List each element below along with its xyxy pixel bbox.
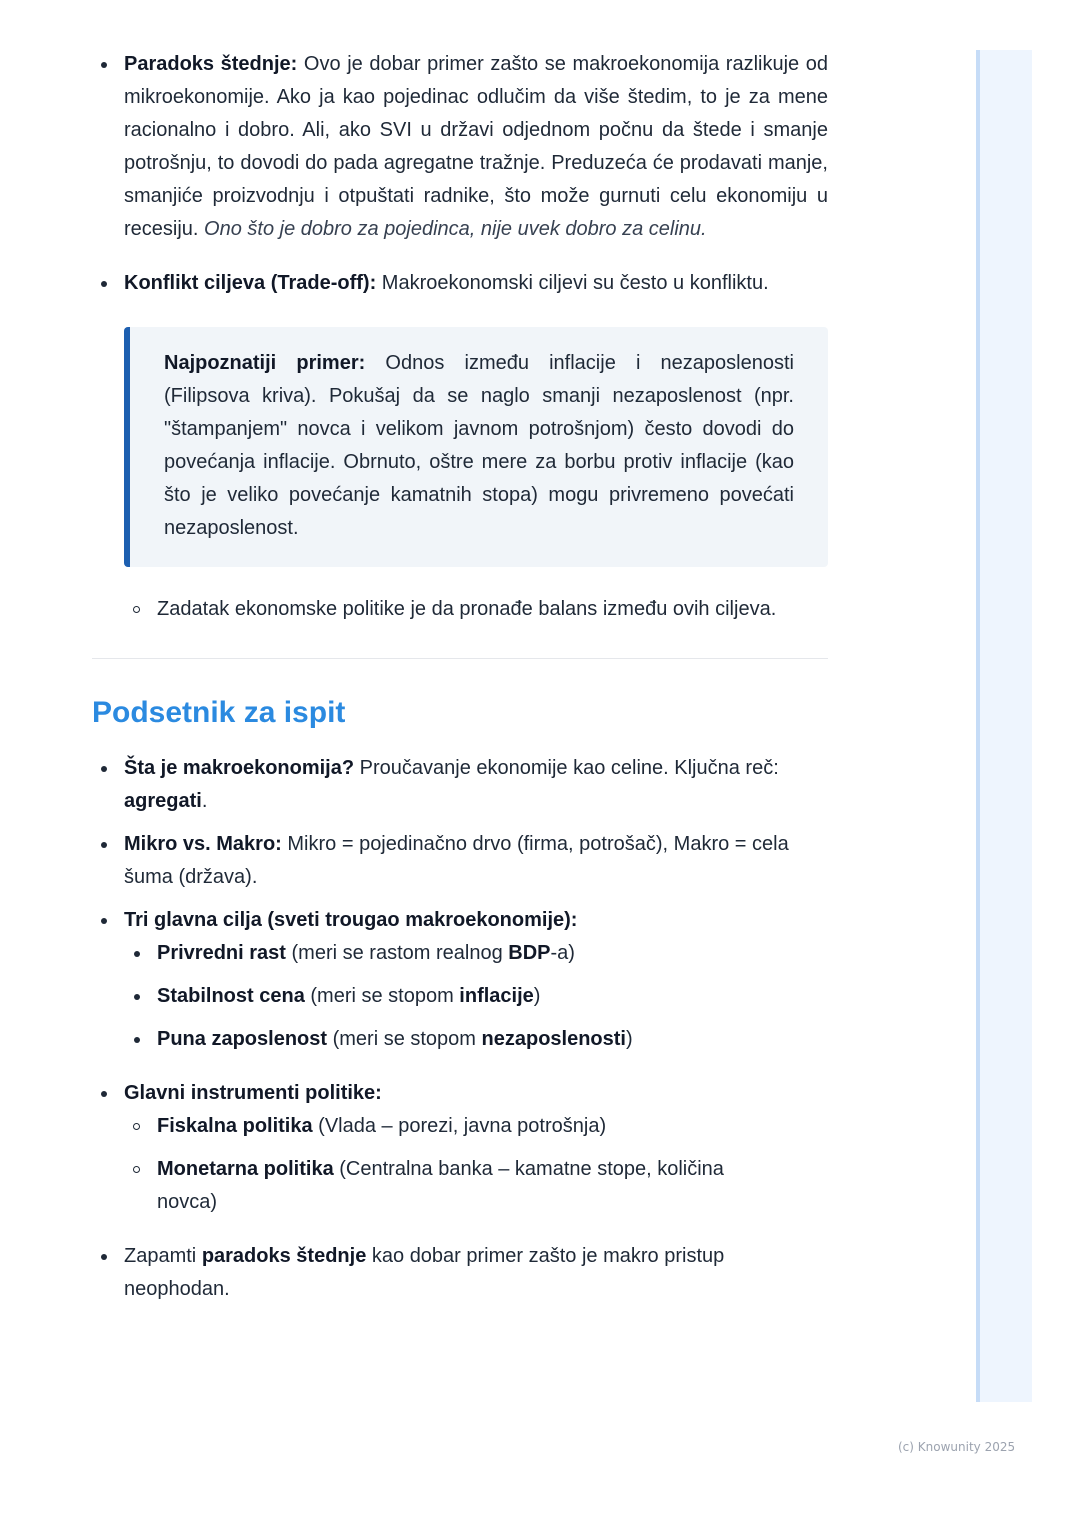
exam-bullet-list [92,752,828,1306]
list-item-instrument: Monetarna politika (Centralna banka – kamatne stope, količina novca) [124,1153,764,1219]
list-item-paradoks: Paradoks štednje: Ovo je dobar primer zašto se makroekonomija razlikuje od mikroekonomije. Ako ja kao pojedinac odlučim da više štedim, to je za mene racionalno i dobro. Ali, ako SVI u državi odjednom počnu da štede i smanje potrošnju, to dovodi do pada agregatne tražnje. Preduzeća će prodavati manje, smanjiće proizvodnju i otpuštati radnike, što može gurnuti celu ekonomiju u recesiju. Ono što je dobro za pojedinca, nije uvek dobro za celinu. [92,48,828,246]
page-side-bar [976,50,1032,1402]
list-item-zadatak: Zadatak ekonomske politike je da pronađe balans između ovih ciljeva. [124,593,828,626]
blockquote-primer: Najpoznatiji primer: Odnos između inflacije i nezaposlenosti (Filipsova kriva). Pokušaj da se naglo smanji nezaposlenost (npr. "štampanjem" novca i velikom javnom potrošnjom) često dovodi do povećanja inflacije. Obrnuto, oštre mere za borbu protiv inflacije (kao što je veliko povećanje kamatnih stopa) mogu privremeno povećati nezaposlenost. [124,327,828,567]
section-heading: Podsetnik za ispit [92,696,346,729]
list-item-cilj: Privredni rast (meri se rastom realnog BDP-a) [124,937,828,970]
instrumenti-sub-list [124,1110,764,1219]
list-item-mikro-makro: Mikro vs. Makro: Mikro = pojedinačno drvo (firma, potrošač), Makro = cela šuma (država). [92,828,828,894]
list-item-konflikt: Konflikt ciljeva (Trade-off): Makroekonomski ciljevi su često u konfliktu. Najpoznatiji primer: Odnos između inflacije i nezaposlenosti (Filipsova kriva). Pokušaj da se naglo smanji nezaposlenost (npr. "štampanjem" novca i velikom javnom potrošnjom) često dovodi do povećanja inflacije. Obrnuto, oštre mere za borbu protiv inflacije (kao što je veliko povećanje kamatnih stopa) mogu privremeno povećati nezaposlenost. Zadatak ekonomske politike je da pronađe balans između ovih ciljeva. [92,267,828,626]
top-bullet-list [92,48,828,626]
sub-list-zadatak [124,593,828,626]
list-item-makro-def: Šta je makroekonomija? Proučavanje ekonomije kao celine. Ključna reč: agregati. [92,752,828,818]
list-item-cilj: Puna zaposlenost (meri se stopom nezaposlenosti) [124,1023,828,1056]
section-divider [92,658,828,659]
ciljevi-sub-list [124,937,828,1056]
list-item-instrumenti: Glavni instrumenti politike: Fiskalna politika (Vlada – porezi, javna potrošnja) Monetarna politika (Centralna banka – kamatne stope, količina novca) [92,1077,828,1219]
list-item-instrument: Fiskalna politika (Vlada – porezi, javna potrošnja) [124,1110,764,1143]
list-item-ciljevi: Tri glavna cilja (sveti trougao makroekonomije): Privredni rast (meri se rastom realnog BDP-a) Stabilnost cena (meri se stopom inflacije) Puna zaposlenost (meri se stopom nezaposlenosti) [92,904,828,1056]
list-item-zapamti: Zapamti paradoks štednje kao dobar primer zašto je makro pristup neophodan. [92,1240,774,1306]
copyright-footer: (c) Knowunity 2025 [898,1440,1016,1454]
document-content [92,48,828,1306]
list-item-cilj: Stabilnost cena (meri se stopom inflacije) [124,980,828,1013]
